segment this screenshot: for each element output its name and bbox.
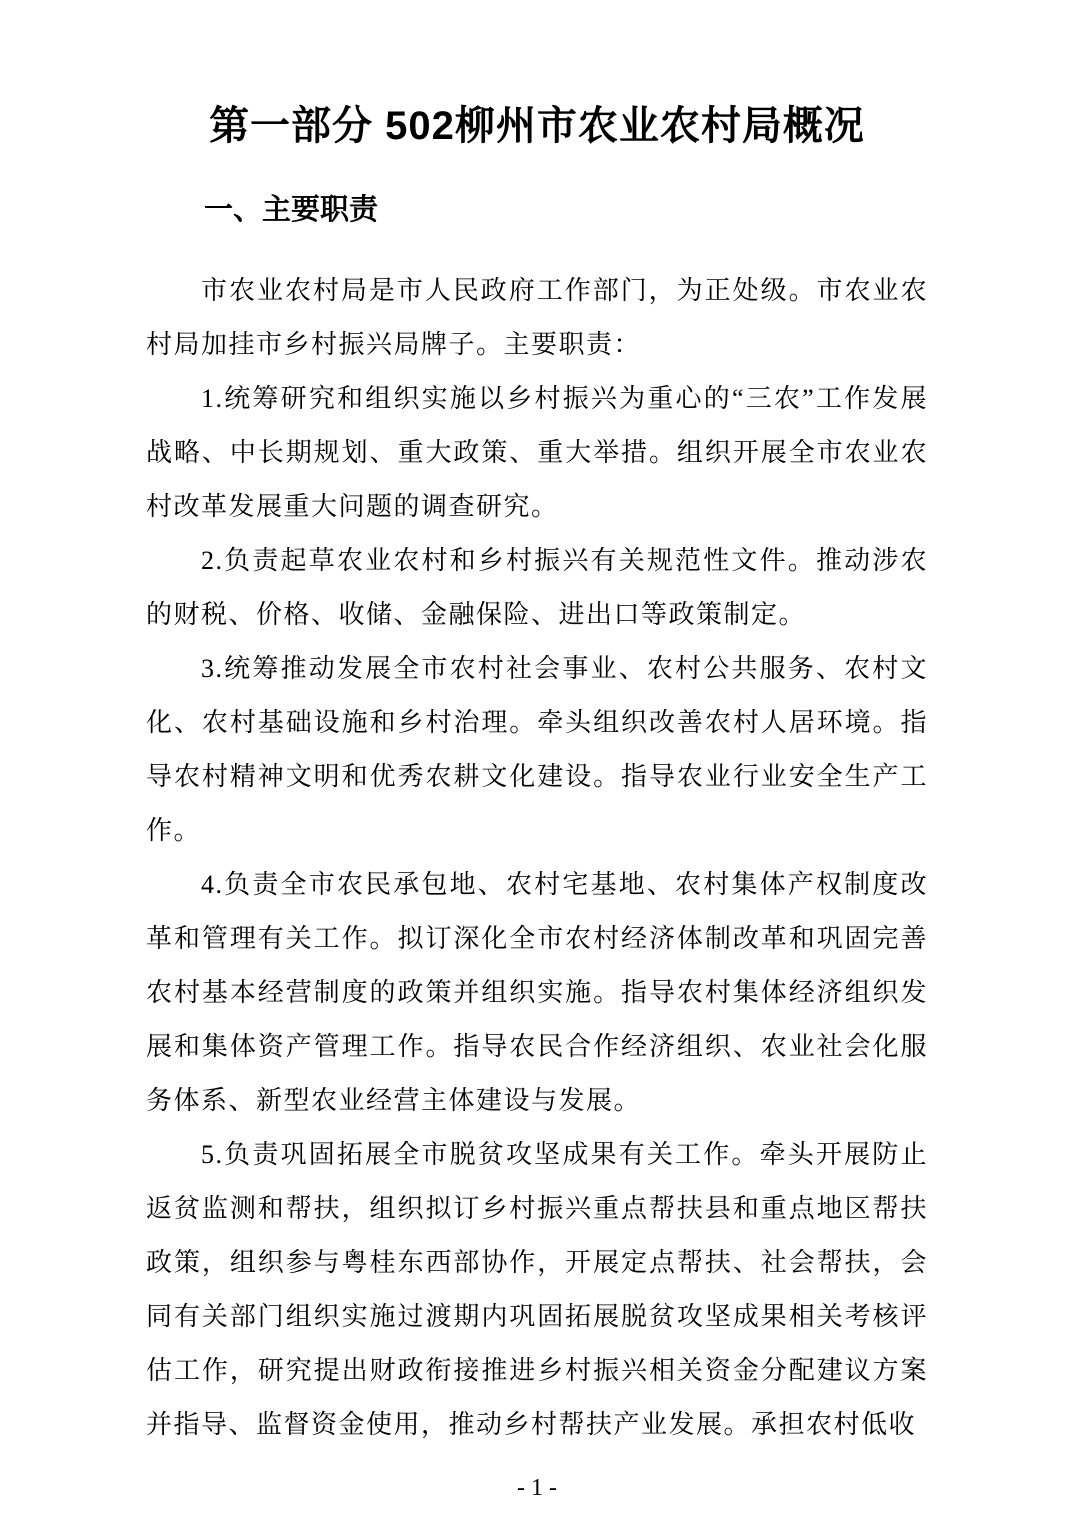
duty-item-2: 2.负责起草农业农村和乡村振兴有关规范性文件。推动涉农的财税、价格、收储、金融保险、进出口等政策制定。: [146, 546, 928, 629]
page-number: - 1 -: [517, 1475, 557, 1501]
duty-item-1: 1.统筹研究和组织实施以乡村振兴为重心的“三农”工作发展战略、中长期规划、重大政策、重大举措。组织开展全市农业农村改革发展重大问题的调查研究。: [146, 384, 928, 521]
duty-item-5: 5.负责巩固拓展全市脱贫攻坚成果有关工作。牵头开展防止返贫监测和帮扶，组织拟订乡村振兴重点帮扶县和重点地区帮扶政策，组织参与粤桂东西部协作，开展定点帮扶、社会帮扶，会同有关部门组织实施过渡期内巩固拓展脱贫攻坚成果相关考核评估工作，研究提出财政衔接推进乡村振兴相关资金分配建议方案并指导、监督资金使用，推动乡村帮扶产业发展。承担农村低收: [146, 1140, 928, 1439]
paragraph-intro: 市农业农村局是市人民政府工作部门，为正处级。市农业农村局加挂市乡村振兴局牌子。主要职责：: [146, 276, 928, 359]
document-body: [146, 264, 928, 1452]
duty-item-3: 3.统筹推动发展全市农村社会事业、农村公共服务、农村文化、农村基础设施和乡村治理。牵头组织改善农村人居环境。指导农村精神文明和优秀农耕文化建设。指导农业行业安全生产工作。: [146, 654, 928, 845]
document-title: 第一部分 502柳州市农业农村局概况: [209, 104, 865, 148]
duty-item-4: 4.负责全市农民承包地、农村宅基地、农村集体产权制度改革和管理有关工作。拟订深化全市农村经济体制改革和巩固完善农村基本经营制度的政策并组织实施。指导农村集体经济组织发展和集体资产管理工作。指导农民合作经济组织、农业社会化服务体系、新型农业经营主体建设与发展。: [146, 870, 928, 1115]
section-heading: 一、主要职责: [204, 194, 379, 226]
